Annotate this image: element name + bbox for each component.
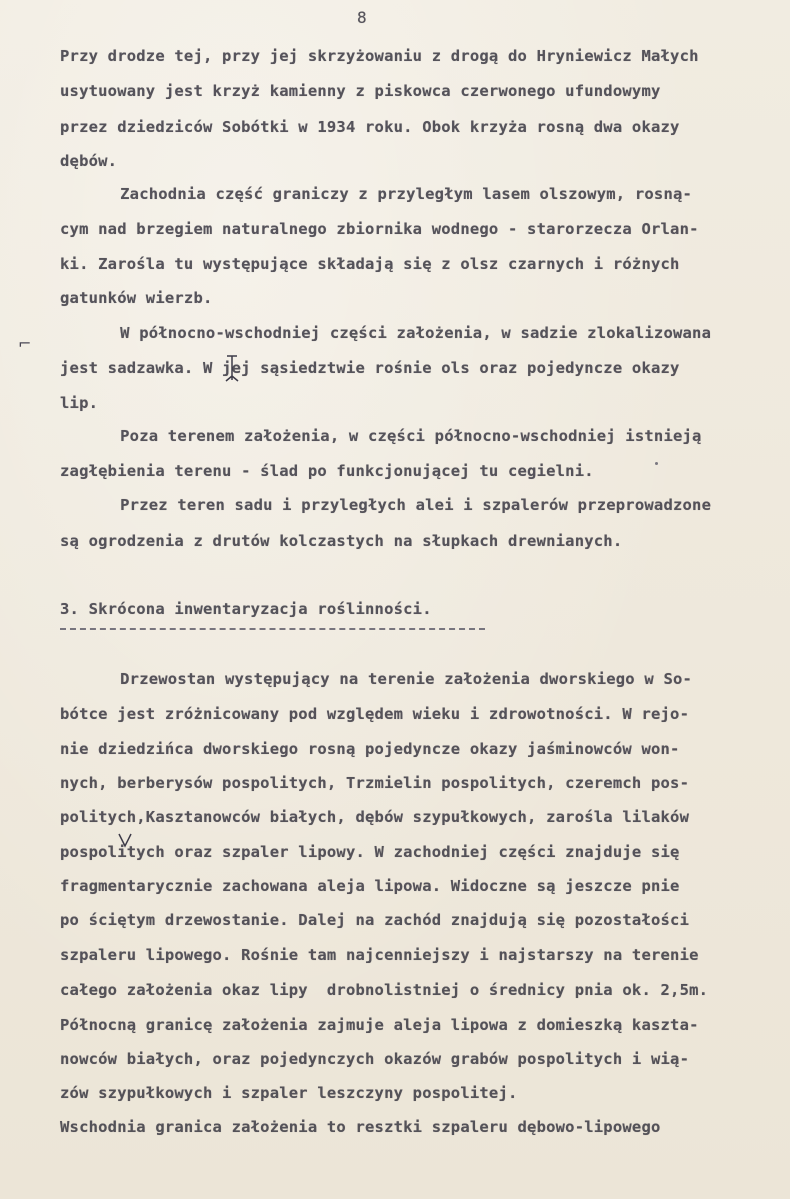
text-line: szpaleru lipowego. Rośnie tam najcenniejszy i najstarszy na terenie [60,946,699,964]
text-line: Zachodnia część graniczy z przyległym lasem olszowym, rosną- [82,185,693,203]
text-line: całego założenia okaz lipy drobnolistniej o średnicy pnia ok. 2,5m. [60,981,709,999]
text-line: ki. Zarośla tu występujące składają się z olsz czarnych i różnych [60,255,680,273]
text-line: nowców białych, oraz pojedynczych okazów grabów pospolitych i wią- [60,1050,690,1068]
insertion-mark-icon [224,354,240,384]
correction-mark-icon [117,832,133,850]
text-line: lip. [60,394,99,412]
text-line: W północno-wschodniej części założenia, w sadzie zlokalizowana [82,324,712,342]
section-heading: 3. Skrócona inwentaryzacja roślinności. [60,600,432,618]
margin-mark-icon: ⌐ [18,334,32,353]
text-line: jest sadzawka. W jej sąsiedztwie rośnie ols oraz pojedyncze okazy [60,359,680,377]
text-line: są ogrodzenia z drutów kolczastych na słupkach drewnianych. [60,532,623,550]
text-line: politych,Kasztanowców białych, dębów szypułkowych, zarośla lilaków [60,808,690,826]
page-number: 8 [357,8,367,27]
text-line: nych, berberysów pospolitych, Trzmielin pospolitych, czeremch pos- [60,774,690,792]
heading-underline [60,628,485,630]
text-line: nie dziedzińca dworskiego rosną pojedyncze okazy jaśminowców won- [60,740,680,758]
text-line: gatunków wierzb. [60,289,213,307]
text-line: dębów. [60,152,118,170]
text-line: Przez teren sadu i przyległych alei i szpalerów przeprowadzone [82,496,712,514]
text-line: Przy drodze tej, przy jej skrzyżowaniu z drogą do Hryniewicz Małych [60,47,699,65]
text-line: po ściętym drzewostanie. Dalej na zachód znajdują się pozostałości [60,911,690,929]
text-line: fragmentarycznie zachowana aleja lipowa. Widoczne są jeszcze pnie [60,877,680,895]
text-line: przez dziedziców Sobótki w 1934 roku. Obok krzyża rosną dwa okazy [60,118,680,136]
text-line: pospolitych oraz szpaler lipowy. W zachodniej części znajduje się [60,843,680,861]
text-line: cym nad brzegiem naturalnego zbiornika wodnego - starorzecza Orlan- [60,220,699,238]
text-line: Drzewostan występujący na terenie założenia dworskiego w So- [82,670,693,688]
ink-dot [655,462,658,465]
text-line: Poza terenem założenia, w części północno-wschodniej istnieją [82,427,702,445]
text-line: usytuowany jest krzyż kamienny z piskowca czerwonego ufundowymy [60,82,661,100]
text-line: Północną granicę założenia zajmuje aleja lipowa z domieszką kaszta- [60,1016,699,1034]
text-line: Wschodnia granica założenia to resztki szpaleru dębowo-lipowego [60,1118,661,1136]
text-line: zów szypułkowych i szpaler leszczyny pospolitej. [60,1084,518,1102]
text-line: bótce jest zróżnicowany pod względem wieku i zdrowotności. W rejo- [60,705,690,723]
text-line: zagłębienia terenu - ślad po funkcjonującej tu cegielni. [60,462,594,480]
